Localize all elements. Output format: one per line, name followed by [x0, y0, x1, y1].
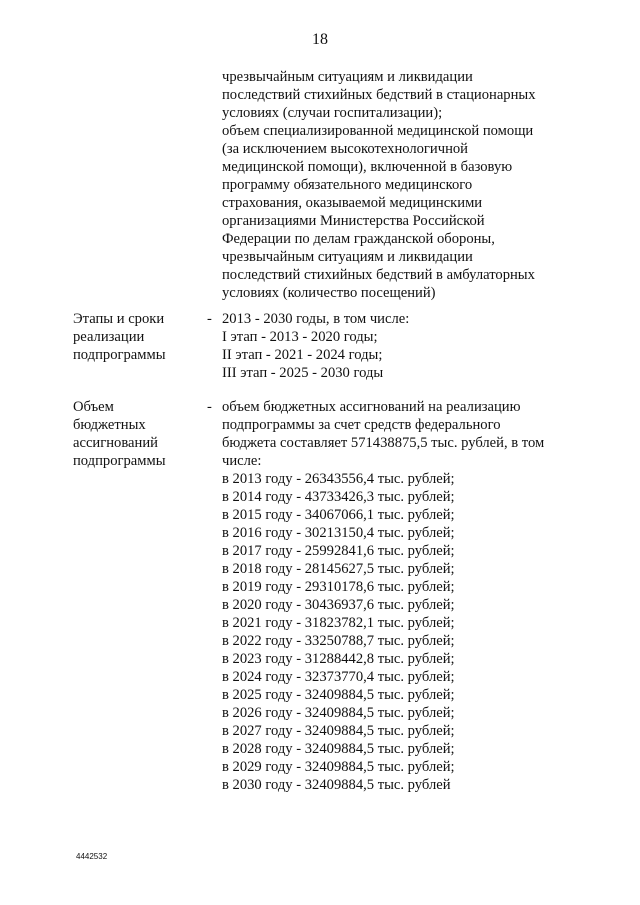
text-line: условиях (количество посещений)	[222, 285, 436, 301]
budget-label	[73, 398, 198, 470]
text-line: объем специализированной медицинской помощи	[222, 123, 534, 139]
label-line: реализации	[73, 329, 145, 345]
year-line: в 2026 году - 32409884,5 тыс. рублей;	[222, 705, 455, 721]
value-line: 2013 - 2030 годы, в том числе:	[222, 311, 410, 327]
text-line: последствий стихийных бедствий в стационарных	[222, 87, 536, 103]
year-line: в 2021 году - 31823782,1 тыс. рублей;	[222, 615, 455, 631]
year-line: в 2016 году - 30213150,4 тыс. рублей;	[222, 525, 455, 541]
label-line: Объем	[73, 399, 114, 415]
text-line: Федерации по делам гражданской обороны,	[222, 231, 495, 247]
page-number: 18	[312, 31, 328, 48]
text-line: (за исключением высокотехнологичной	[222, 141, 468, 157]
text-line: страхования, оказываемой медицинскими	[222, 195, 483, 211]
year-line: в 2013 году - 26343556,4 тыс. рублей;	[222, 471, 455, 487]
year-line: в 2014 году - 43733426,3 тыс. рублей;	[222, 489, 455, 505]
label-line: подпрограммы	[73, 453, 166, 469]
year-line: в 2027 году - 32409884,5 тыс. рублей;	[222, 723, 455, 739]
text-line: программу обязательного медицинского	[222, 177, 473, 193]
year-line: в 2017 году - 25992841,6 тыс. рублей;	[222, 543, 455, 559]
year-line: в 2028 году - 32409884,5 тыс. рублей;	[222, 741, 455, 757]
text-line: условиях (случаи госпитализации);	[222, 105, 443, 121]
year-line: в 2022 году - 33250788,7 тыс. рублей;	[222, 633, 455, 649]
budget-dash: -	[207, 399, 212, 415]
text-line: организациями Министерства Российской	[222, 213, 485, 229]
label-line: подпрограммы	[73, 347, 166, 363]
stages-label	[73, 310, 198, 364]
value-line: числе:	[222, 453, 262, 469]
label-line: Этапы и сроки	[73, 311, 165, 327]
year-line: в 2019 году - 29310178,6 тыс. рублей;	[222, 579, 455, 595]
year-line: в 2015 году - 34067066,1 тыс. рублей;	[222, 507, 455, 523]
text-line: чрезвычайным ситуациям и ликвидации	[222, 69, 473, 85]
value-line: подпрограммы за счет средств федерального	[222, 417, 501, 433]
value-line: бюджета составляет 571438875,5 тыс. рублей, в том	[222, 435, 545, 451]
budget-value	[222, 398, 582, 794]
text-line: медицинской помощи), включенной в базовую	[222, 159, 513, 175]
value-line: объем бюджетных ассигнований на реализацию	[222, 399, 521, 415]
text-line: последствий стихийных бедствий в амбулаторных	[222, 267, 535, 283]
text-line: чрезвычайным ситуациям и ликвидации	[222, 249, 473, 265]
year-line: в 2024 году - 32373770,4 тыс. рублей;	[222, 669, 455, 685]
year-line: в 2023 году - 31288442,8 тыс. рублей;	[222, 651, 455, 667]
year-line: в 2030 году - 32409884,5 тыс. рублей	[222, 777, 451, 793]
label-line: бюджетных	[73, 417, 146, 433]
year-line: в 2018 году - 28145627,5 тыс. рублей;	[222, 561, 455, 577]
year-line: в 2025 году - 32409884,5 тыс. рублей;	[222, 687, 455, 703]
value-line: II этап - 2021 - 2024 годы;	[222, 347, 383, 363]
stages-value	[222, 310, 582, 382]
year-line: в 2029 году - 32409884,5 тыс. рублей;	[222, 759, 455, 775]
document-code: 4442532	[76, 852, 108, 861]
stages-dash: -	[207, 311, 212, 327]
continuation-text	[222, 68, 582, 302]
year-line: в 2020 году - 30436937,6 тыс. рублей;	[222, 597, 455, 613]
label-line: ассигнований	[73, 435, 158, 451]
value-line: I этап - 2013 - 2020 годы;	[222, 329, 378, 345]
value-line: III этап - 2025 - 2030 годы	[222, 365, 384, 381]
